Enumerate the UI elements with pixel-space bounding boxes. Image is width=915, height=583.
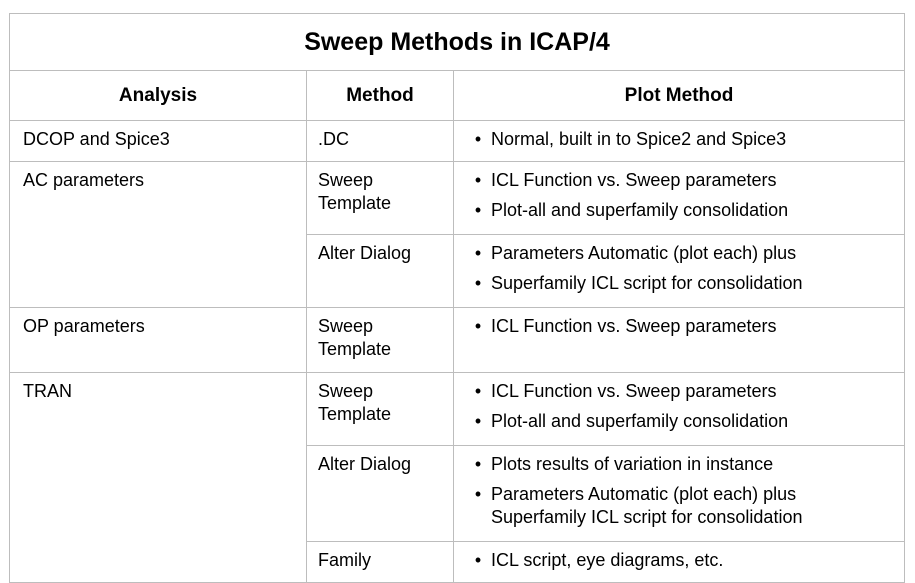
header-plot-method: Plot Method [454, 71, 905, 121]
list-item-text: ICL Function vs. Sweep parameters [491, 316, 777, 336]
bullet-icon: • [474, 170, 482, 190]
analysis-cell: AC parameters [10, 162, 307, 308]
method-cell [307, 373, 454, 446]
bullet-icon: • [474, 411, 482, 431]
bullet-icon: • [474, 550, 482, 570]
method-line: Template [318, 404, 392, 424]
plot-method-cell [454, 308, 905, 373]
plot-method-list [454, 162, 904, 222]
title-row [10, 14, 905, 71]
method-cell: Family [307, 542, 454, 583]
list-item [472, 549, 904, 572]
list-item [472, 199, 904, 222]
table-row-dcop [10, 121, 905, 162]
bullet-icon: • [474, 454, 482, 474]
table-row-ac-template [10, 162, 905, 235]
list-item [472, 380, 904, 403]
header-row [10, 71, 905, 121]
analysis-cell: DCOP and Spice3 [10, 121, 307, 162]
list-item [472, 410, 904, 433]
plot-method-cell [454, 446, 905, 542]
list-item [472, 453, 904, 476]
plot-method-cell [454, 162, 905, 235]
list-item-text: ICL Function vs. Sweep parameters [491, 170, 777, 190]
list-item-text: Parameters Automatic (plot each) plus [491, 484, 797, 504]
method-line: Sweep [318, 170, 374, 190]
table-row-tran-template [10, 373, 905, 446]
sweep-methods-table [9, 13, 905, 583]
list-item-text: ICL Function vs. Sweep parameters [491, 381, 777, 401]
list-item-continuation: Superfamily ICL script for consolidation [491, 507, 803, 527]
analysis-cell: OP parameters [10, 308, 307, 373]
method-cell: Alter Dialog [307, 235, 454, 308]
bullet-icon: • [474, 316, 482, 336]
sweep-methods-table-container [9, 13, 904, 570]
list-item [472, 128, 904, 151]
bullet-icon: • [474, 200, 482, 220]
plot-method-cell [454, 235, 905, 308]
bullet-icon: • [474, 484, 482, 504]
bullet-icon: • [474, 381, 482, 401]
method-cell: .DC [307, 121, 454, 162]
table-row-op-template [10, 308, 905, 373]
table-title: Sweep Methods in ICAP/4 [10, 14, 905, 71]
method-cell: Alter Dialog [307, 446, 454, 542]
analysis-cell: TRAN [10, 373, 307, 583]
list-item [472, 315, 904, 338]
method-line: Template [318, 339, 392, 359]
plot-method-list [454, 446, 904, 529]
bullet-icon: • [474, 273, 482, 293]
plot-method-list [454, 373, 904, 433]
method-line: Template [318, 193, 392, 213]
list-item-text: Plot-all and superfamily consolidation [491, 200, 789, 220]
plot-method-cell [454, 121, 905, 162]
list-item-text: ICL script, eye diagrams, etc. [491, 550, 724, 570]
list-item [472, 242, 904, 265]
list-item [472, 169, 904, 192]
list-item-text: Normal, built in to Spice2 and Spice3 [491, 129, 787, 149]
plot-method-list [454, 308, 904, 338]
list-item [472, 272, 904, 295]
plot-method-list [454, 235, 904, 295]
method-line: Sweep [318, 316, 374, 336]
plot-method-list [454, 121, 904, 151]
plot-method-cell [454, 542, 905, 583]
bullet-icon: • [474, 243, 482, 263]
list-item-text: Plot-all and superfamily consolidation [491, 411, 789, 431]
list-item-text: Plots results of variation in instance [491, 454, 774, 474]
list-item-text: Parameters Automatic (plot each) plus [491, 243, 797, 263]
method-cell [307, 162, 454, 235]
bullet-icon: • [474, 129, 482, 149]
list-item [472, 483, 904, 529]
list-item-text: Superfamily ICL script for consolidation [491, 273, 803, 293]
plot-method-list [454, 542, 904, 572]
header-analysis: Analysis [10, 71, 307, 121]
header-method: Method [307, 71, 454, 121]
plot-method-cell [454, 373, 905, 446]
method-cell [307, 308, 454, 373]
method-line: Sweep [318, 381, 374, 401]
